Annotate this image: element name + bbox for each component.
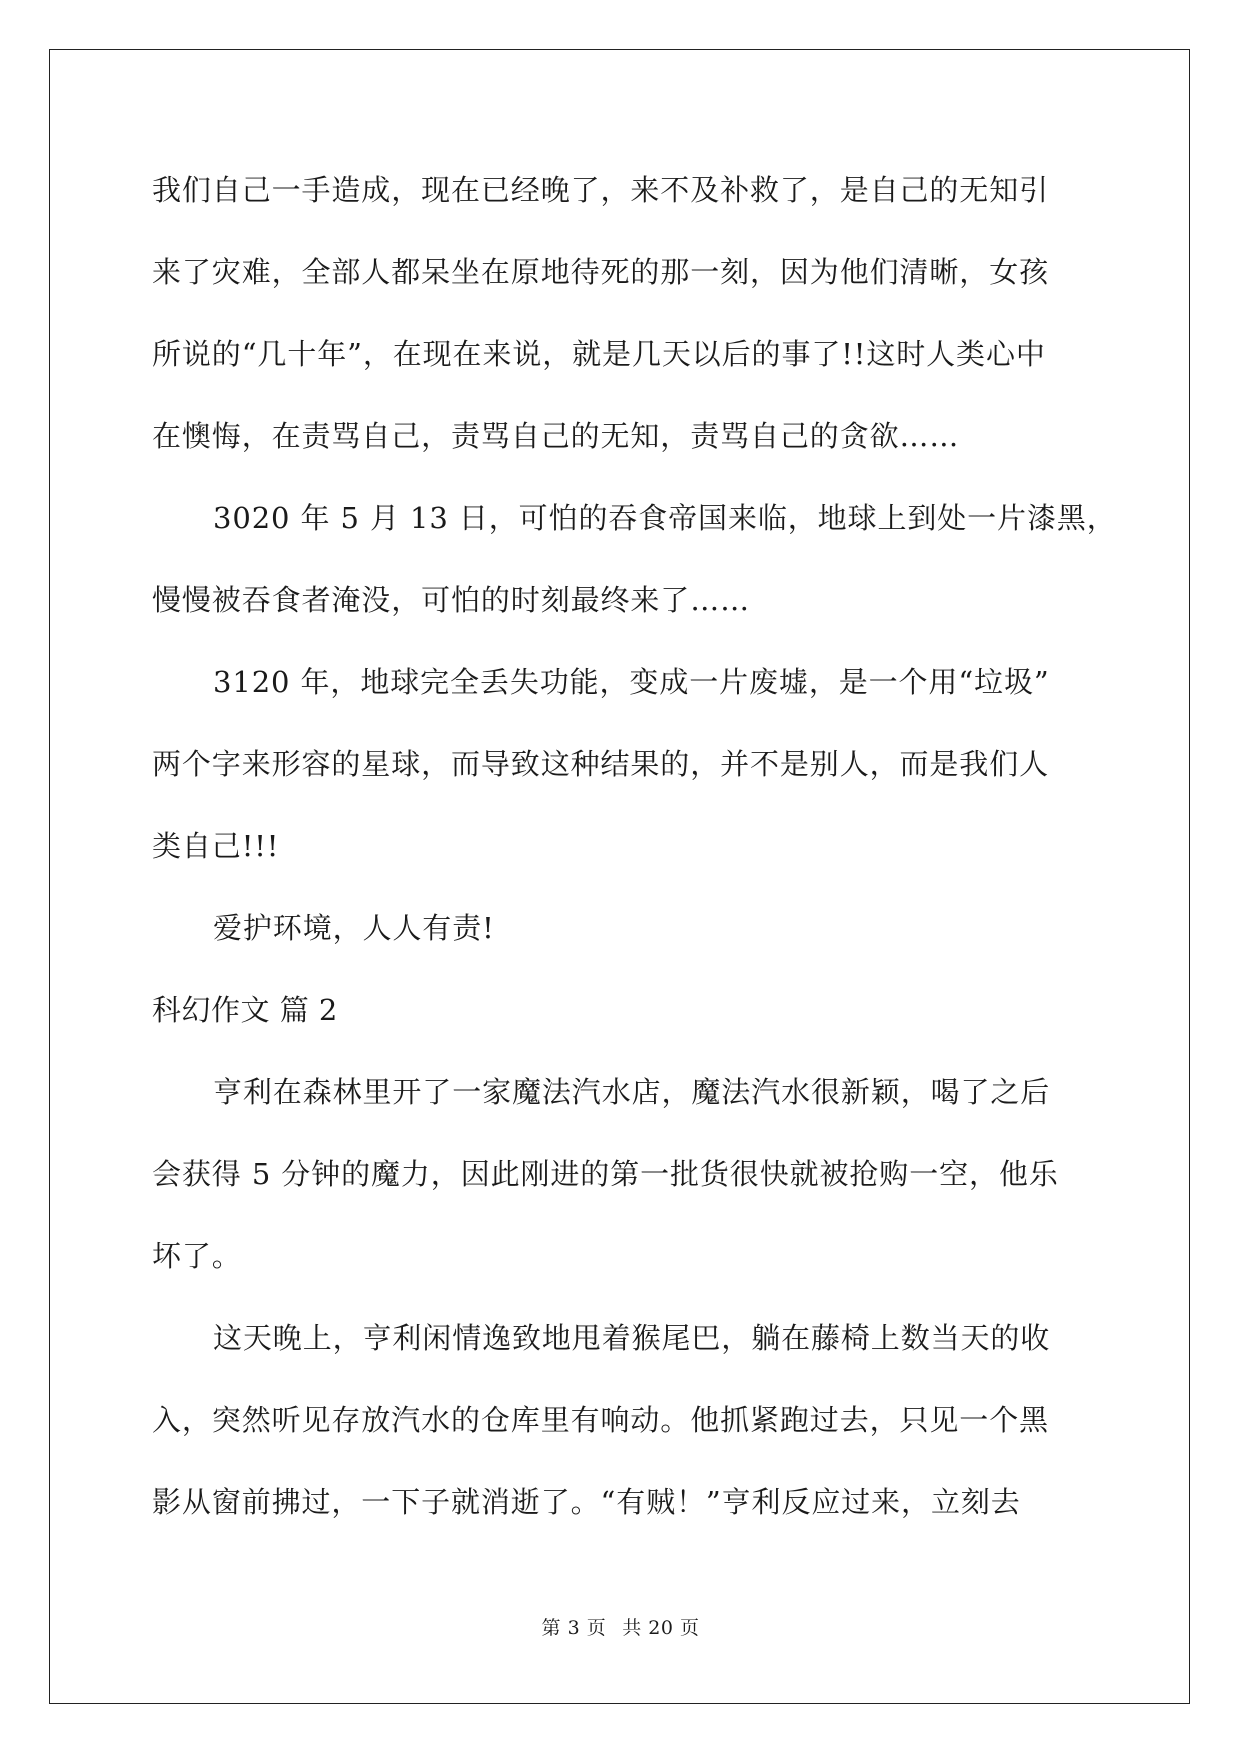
section-heading: 科幻作文 篇 2 (152, 993, 338, 1027)
body-line: 这天晚上，亨利闲情逸致地甩着猴尾巴，躺在藤椅上数当天的收 (213, 1321, 1051, 1355)
body-line: 影从窗前拂过，一下子就消逝了。“有贼！”亨利反应过来，立刻去 (152, 1485, 1021, 1519)
body-line: 来了灾难，全部人都呆坐在原地待死的那一刻，因为他们清晰，女孩 (152, 255, 1050, 289)
body-line: 会获得 5 分钟的魔力，因此刚进的第一批货很快就被抢购一空，他乐 (152, 1157, 1059, 1191)
body-line: 爱护环境，人人有责! (213, 911, 495, 945)
page-number: 第 3 页 (541, 1617, 607, 1639)
body-line: 3120 年，地球完全丢失功能，变成一片废墟，是一个用“垃圾” (213, 665, 1050, 699)
body-line: 坏了。 (152, 1239, 242, 1273)
body-line: 慢慢被吞食者淹没，可怕的时刻最终来了…… (152, 583, 751, 617)
body-line: 3020 年 5 月 13 日，可怕的吞食帝国来临，地球上到处一片漆黑， (213, 501, 1117, 535)
body-line: 我们自己一手造成，现在已经晚了，来不及补救了，是自己的无知引 (152, 173, 1050, 207)
page-footer (0, 1616, 1241, 1640)
body-line: 所说的“几十年”，在现在来说，就是几天以后的事了!!这时人类心中 (152, 337, 1046, 371)
body-line: 类自己!!! (152, 829, 280, 863)
page-total: 共 20 页 (622, 1617, 700, 1639)
page-border (49, 49, 1190, 1704)
body-line: 入，突然听见存放汽水的仓库里有响动。他抓紧跑过去，只见一个黑 (152, 1403, 1050, 1437)
body-line: 亨利在森林里开了一家魔法汽水店，魔法汽水很新颖，喝了之后 (213, 1075, 1051, 1109)
body-line: 两个字来形容的星球，而导致这种结果的，并不是别人，而是我们人 (152, 747, 1050, 781)
body-line: 在懊悔，在责骂自己，责骂自己的无知，责骂自己的贪欲…… (152, 419, 960, 453)
